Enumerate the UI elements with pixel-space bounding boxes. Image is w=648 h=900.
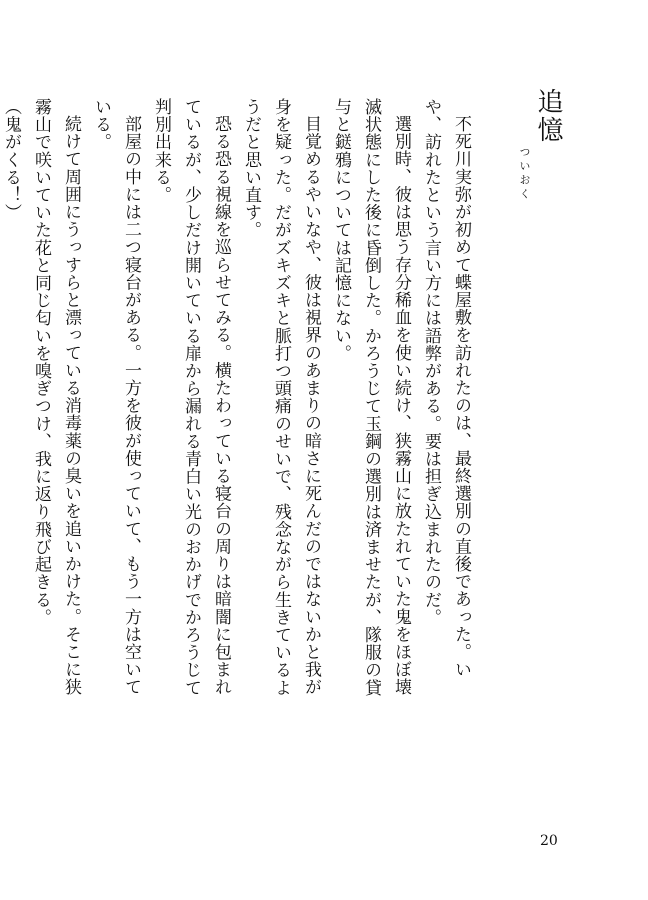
paragraph-3: 目覚めるやいなや、彼は視界のあまりの暗さに死んだのではないかと我が身を疑った。だがズキズキと脈打つ頭痛のせいで、残念ながら生きているようだと思い直す。	[241, 98, 321, 697]
paragraph-2: 選別時、彼は思う存分稀血を使い続け、狭霧山に放たれていた鬼をほぼ壊滅状態にした後に昏倒した。かろうじて玉鋼の選別は済ませたが、隊服の貸与と鎹鴉については記憶にない。	[331, 98, 411, 697]
chapter-title-block	[515, 88, 563, 238]
paragraph-4: 恐る恐る視線を巡らせてみる。横たわっている寝台の周りは暗闇に包まれているが、少しだけ開いている扉から漏れる青白い光のおかげでかろうじて判別出来る。	[151, 98, 231, 697]
paragraph-6: 続けて周囲にうっすらと漂っている消毒薬の臭いを追いかけた。そこに狭霧山で咲いていた花と同じ匂いを嗅ぎつけ、我に返り飛び起きる。	[31, 98, 81, 696]
paragraph-5: 部屋の中には二つ寝台がある。一方を彼が使っていて、もう一方は空いている。	[91, 98, 141, 696]
paragraph-1: 不死川実弥が初めて蝶屋敷を訪れたのは、最終選別の直後であった。いや、訪れたという言い方には語弊がある。要は担ぎ込まれたのだ。	[421, 98, 471, 679]
page-number: 20	[540, 833, 558, 849]
chapter-title: 追憶	[533, 88, 563, 144]
chapter-title-ruby: ついおく	[518, 146, 531, 202]
paragraph-7: （鬼がくる！）	[1, 98, 21, 222]
body-text	[0, 98, 476, 698]
